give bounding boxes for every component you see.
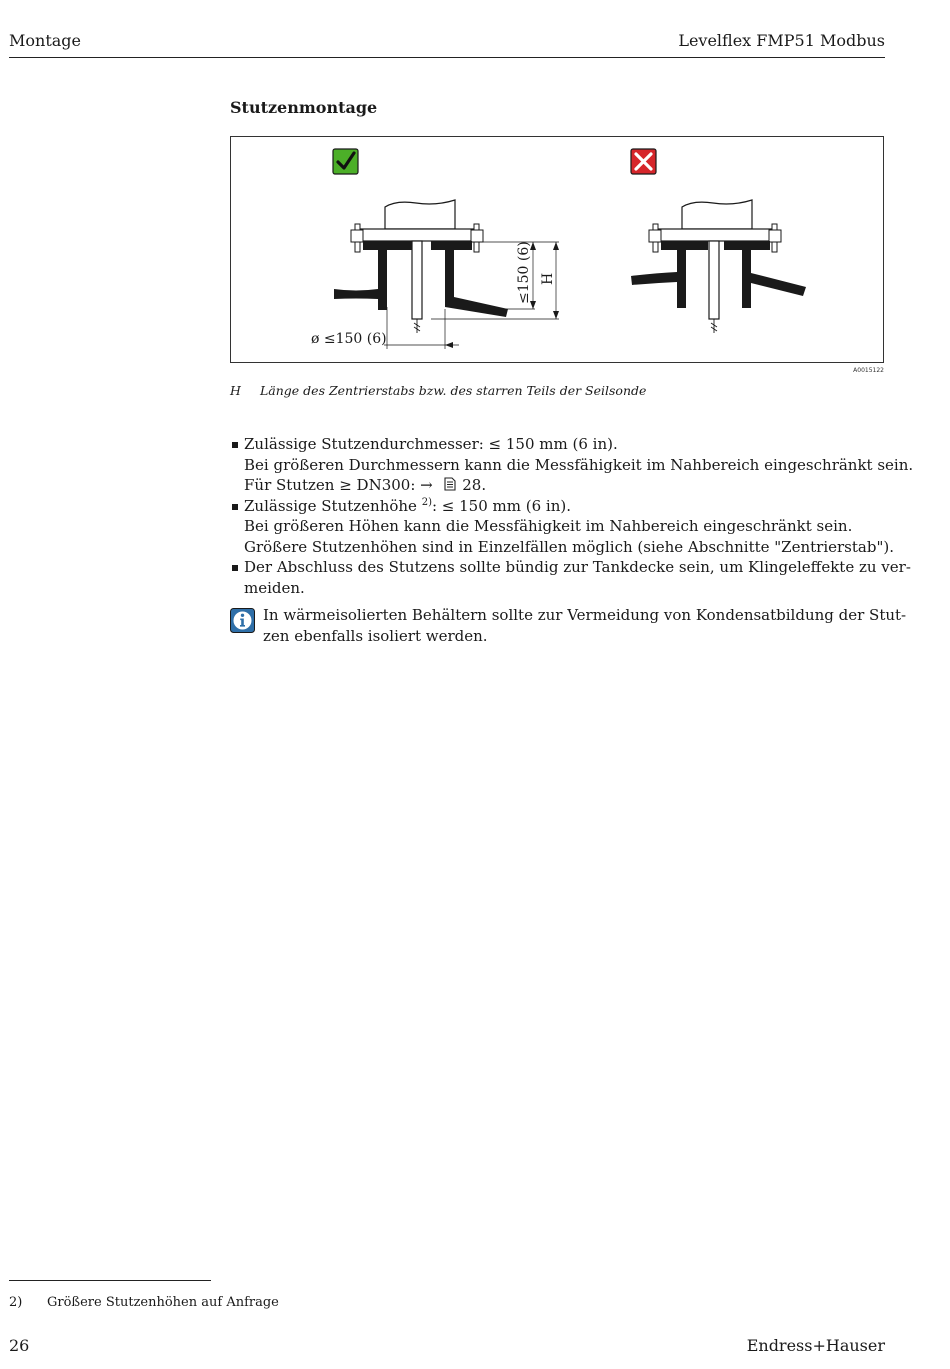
list-item-line: meiden.: [244, 578, 305, 597]
info-icon: [230, 608, 255, 633]
check-icon: [333, 149, 358, 174]
footnote-reference[interactable]: 2): [421, 496, 432, 508]
cross-icon: [631, 149, 656, 174]
footnote-number: 2): [9, 1295, 23, 1310]
section-title: Stutzenmontage: [230, 98, 378, 117]
requirements-list: [230, 434, 914, 598]
list-item-line: Zulässige Stutzendurchmesser: ≤ 150 mm (6 in).: [244, 435, 618, 453]
list-item-text: Zulässige Stutzenhöhe: [244, 496, 417, 515]
header-rule: [9, 57, 885, 58]
list-item-line: Der Abschluss des Stutzens sollte bündig zur Tankdecke sein, um Klingeleffekte zu ver-: [244, 558, 911, 576]
list-item: [230, 434, 914, 496]
nozzle-mounting-figure: [230, 136, 884, 363]
list-item-line: [244, 475, 880, 496]
info-text-line: In wärmeisolierten Behältern sollte zur Vermeidung von Kondensatbildung der Stut-: [263, 606, 907, 624]
figure-id: A0015122: [853, 367, 884, 374]
footer-brand: Endress+Hauser: [746, 1336, 885, 1355]
nozzle-diagram: [231, 137, 885, 364]
diameter-dimension-label: ø ≤150 (6): [311, 331, 387, 347]
list-item-line: Bei größeren Durchmessern kann die Messfähigkeit im Nahbereich eingeschränkt sein.: [244, 455, 914, 474]
nozzle-height-dimension-label: ≤150 (6): [516, 241, 532, 304]
footnote-text: Größere Stutzenhöhen auf Anfrage: [47, 1295, 279, 1310]
caption-text: Länge des Zentrierstabs bzw. des starren Teils der Seilsonde: [260, 383, 647, 398]
footnote-rule: [9, 1280, 211, 1281]
header-product: Levelflex FMP51 Modbus: [678, 31, 885, 50]
list-item-line: Größere Stutzenhöhen sind in Einzelfällen möglich (siehe Abschnitte "Zentrierstab").: [244, 537, 894, 556]
info-text-line: zen ebenfalls isoliert werden.: [263, 626, 488, 645]
cross-reference-prefix: Für Stutzen ≥ DN300: →: [244, 476, 438, 494]
caption-symbol: H: [230, 383, 241, 398]
list-item-line: Bei größeren Höhen kann die Messfähigkeit im Nahbereich eingeschränkt sein.: [244, 517, 853, 535]
list-item-text: : ≤ 150 mm (6 in).: [431, 496, 571, 515]
document-page-icon: [443, 477, 457, 491]
header-section: Montage: [9, 31, 81, 50]
page-number: 26: [9, 1336, 30, 1355]
rod-length-dimension-label: H: [540, 272, 556, 285]
page-reference-number: 28.: [457, 476, 487, 494]
list-item-line: [244, 496, 880, 517]
incorrect-nozzle-drawing: [631, 200, 806, 333]
info-text: [263, 605, 906, 646]
list-item: [230, 557, 911, 598]
list-item: [230, 496, 894, 558]
page-reference-link[interactable]: [437, 476, 486, 494]
